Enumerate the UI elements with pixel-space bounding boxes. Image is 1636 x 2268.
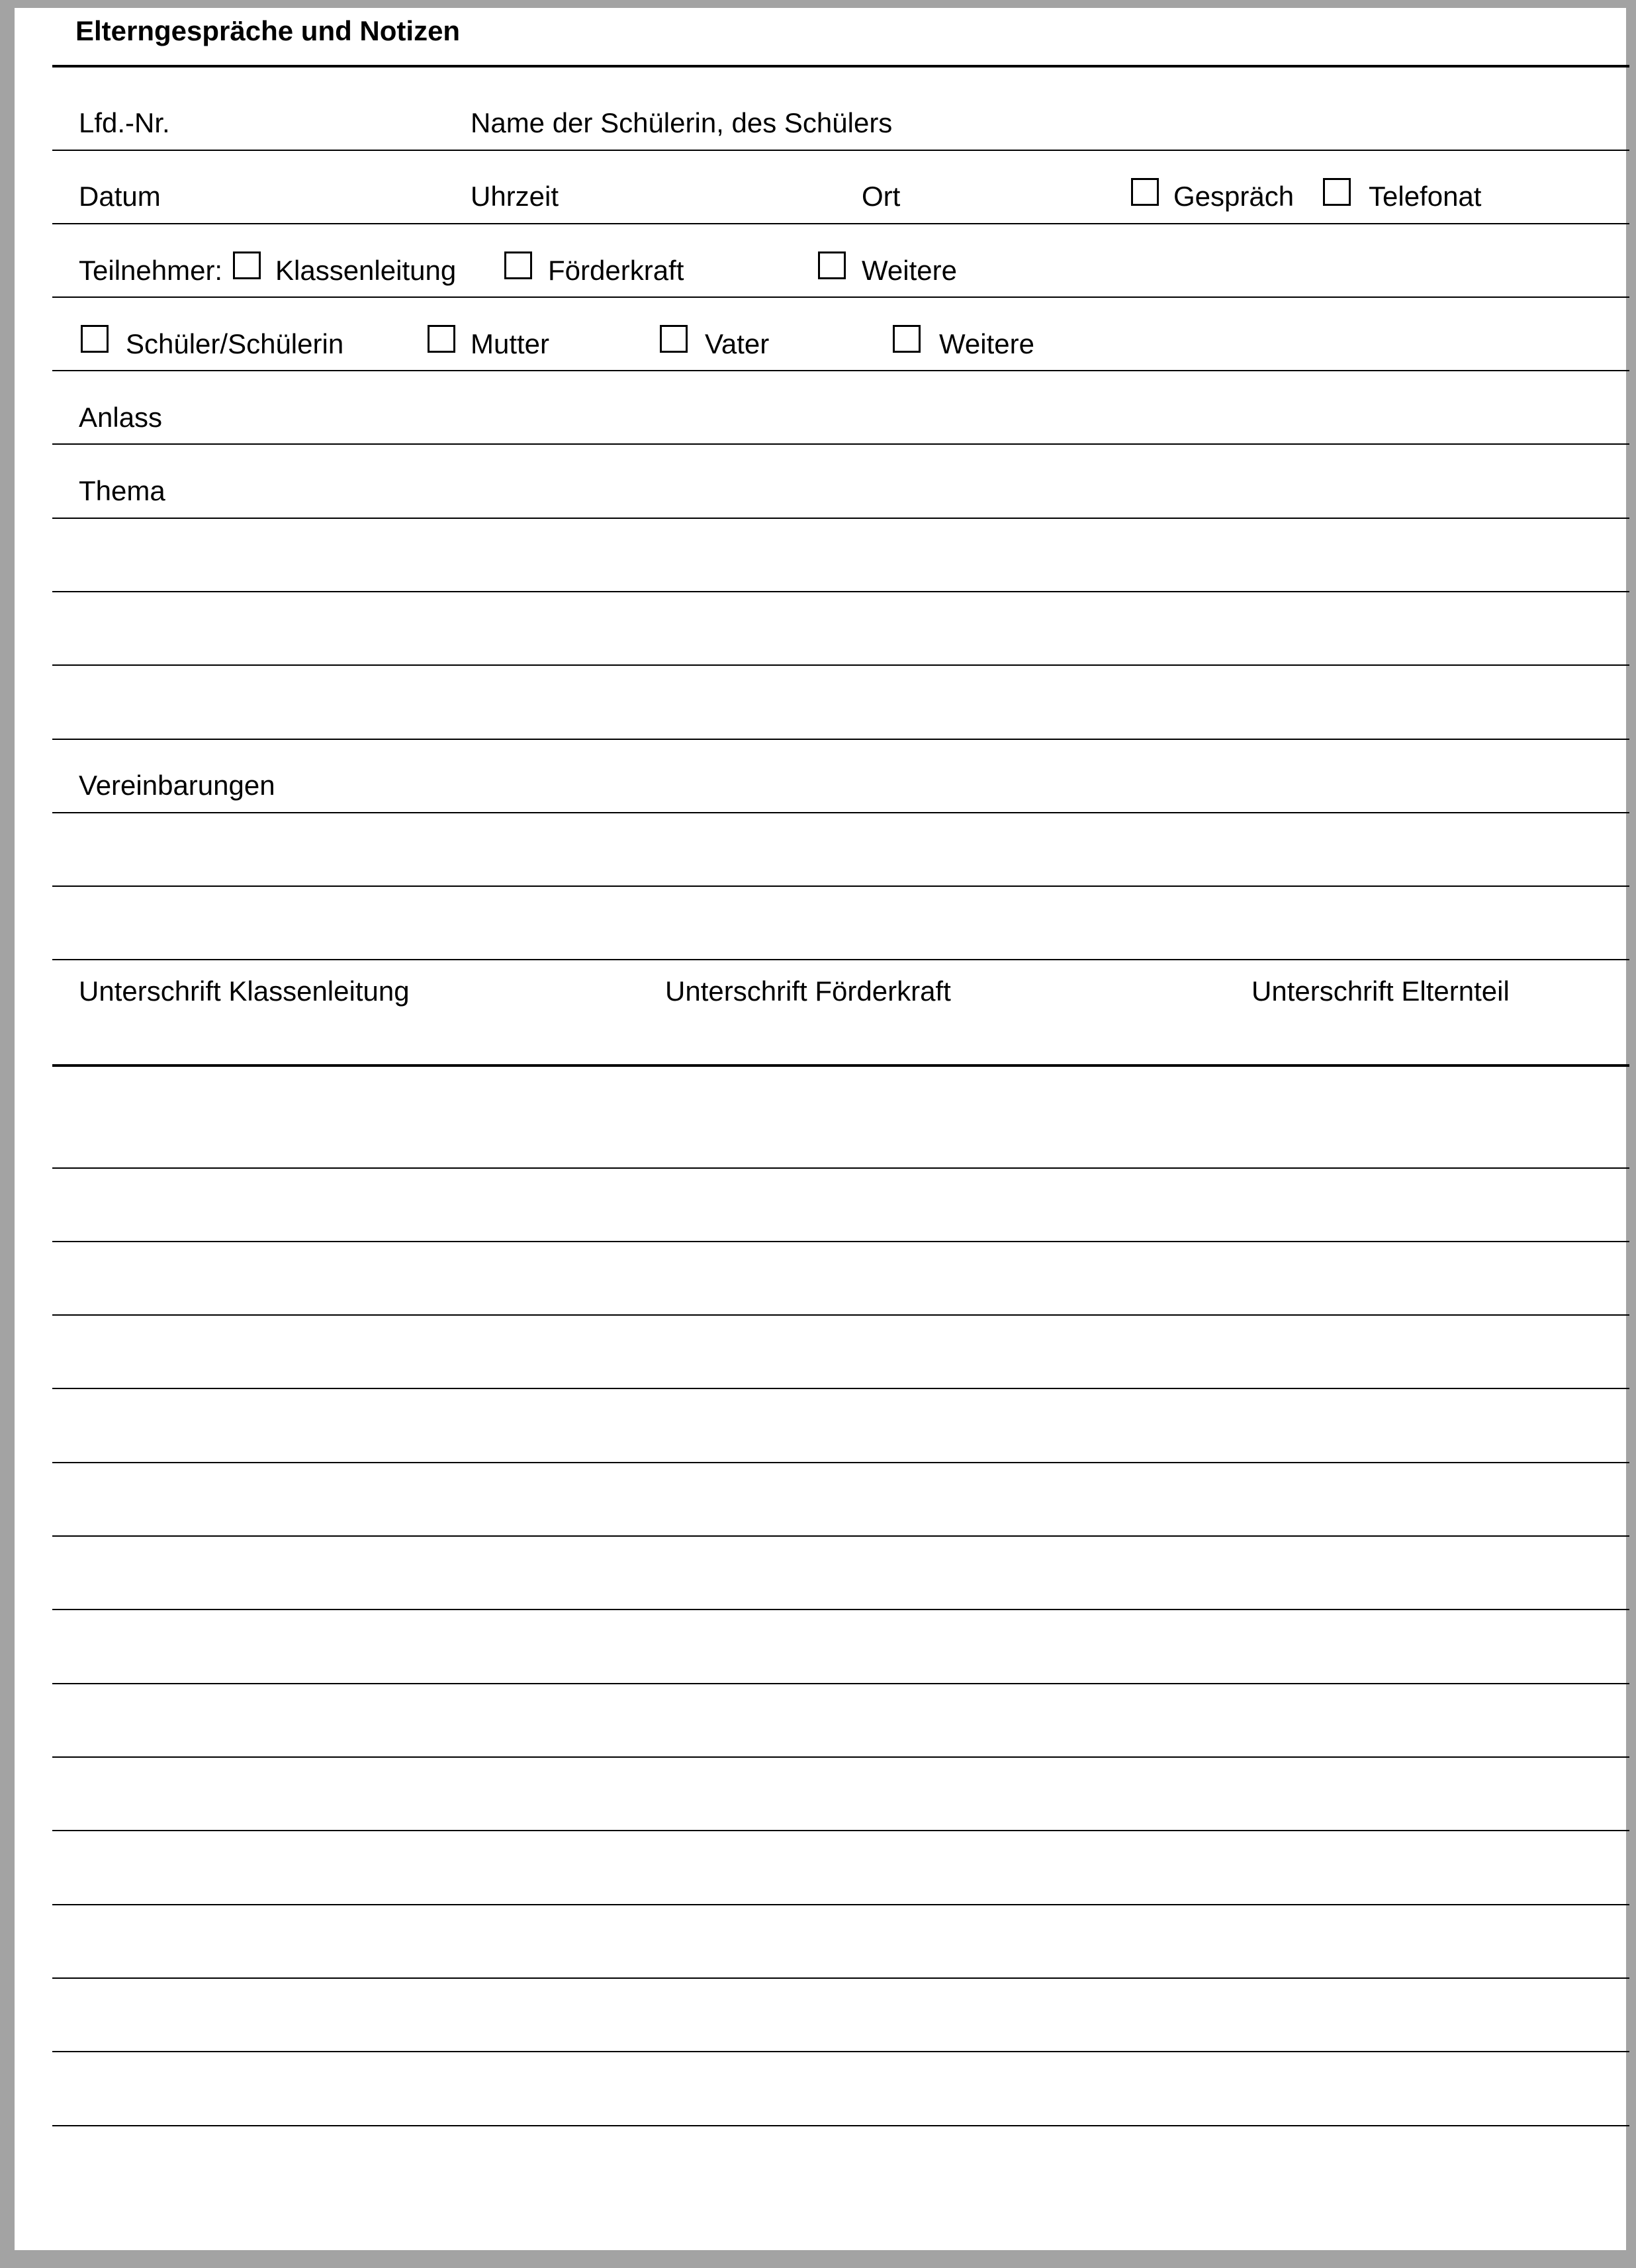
foerderkraft-label: Förderkraft — [548, 255, 684, 286]
thema-line[interactable] — [52, 664, 1629, 666]
date-time-place-field[interactable] — [52, 223, 1629, 224]
notes-line[interactable] — [52, 1756, 1629, 1758]
notes-line[interactable] — [52, 1977, 1629, 1979]
weitere-label-2: Weitere — [939, 328, 1034, 359]
mutter-label: Mutter — [471, 328, 550, 359]
notes-line[interactable] — [52, 1904, 1629, 1905]
notes-line[interactable] — [52, 1683, 1629, 1684]
notes-line[interactable] — [52, 1241, 1629, 1242]
notes-line[interactable] — [52, 1609, 1629, 1610]
row-rule — [52, 296, 1629, 298]
anlass-field[interactable] — [52, 443, 1629, 445]
notes-line[interactable] — [52, 1462, 1629, 1463]
gespraech-label: Gespräch — [1173, 181, 1295, 212]
row-rule — [52, 370, 1629, 371]
uhrzeit-label: Uhrzeit — [471, 181, 559, 212]
thema-field[interactable] — [52, 518, 1629, 519]
weitere-checkbox-1[interactable] — [818, 251, 846, 279]
notes-line[interactable] — [52, 1167, 1629, 1169]
telefonat-checkbox[interactable] — [1323, 178, 1351, 206]
student-name-field[interactable] — [52, 150, 1629, 151]
thema-line[interactable] — [52, 591, 1629, 592]
teilnehmer-label: Teilnehmer: — [79, 255, 223, 286]
notes-line[interactable] — [52, 2125, 1629, 2126]
gespraech-checkbox[interactable] — [1131, 178, 1159, 206]
notes-line[interactable] — [52, 1535, 1629, 1537]
vereinbarungen-label: Vereinbarungen — [79, 770, 275, 801]
title-rule — [52, 65, 1629, 68]
datum-label: Datum — [79, 181, 161, 212]
klassenleitung-label: Klassenleitung — [275, 255, 457, 286]
telefonat-label: Telefonat — [1369, 181, 1482, 212]
lfd-nr-label: Lfd.-Nr. — [79, 107, 170, 138]
student-name-label: Name der Schülerin, des Schülers — [471, 107, 893, 138]
foerderkraft-checkbox[interactable] — [504, 251, 532, 279]
weitere-label-1: Weitere — [862, 255, 957, 286]
notes-line[interactable] — [52, 2051, 1629, 2052]
signature-elternteil-label: Unterschrift Elternteil — [1251, 975, 1510, 1007]
vereinbarungen-field[interactable] — [52, 812, 1629, 813]
klassenleitung-checkbox[interactable] — [233, 251, 261, 279]
schueler-label: Schüler/Schülerin — [126, 328, 344, 359]
weitere-checkbox-2[interactable] — [893, 325, 921, 353]
notes-line[interactable] — [52, 1314, 1629, 1316]
thema-line[interactable] — [52, 739, 1629, 740]
notes-line[interactable] — [52, 1388, 1629, 1389]
signature-klassenleitung-label: Unterschrift Klassenleitung — [79, 975, 410, 1007]
vater-label: Vater — [705, 328, 770, 359]
mutter-checkbox[interactable] — [428, 325, 455, 353]
ort-label: Ort — [862, 181, 901, 212]
notes-line[interactable] — [52, 1830, 1629, 1831]
vater-checkbox[interactable] — [660, 325, 688, 353]
signature-foerderkraft-label: Unterschrift Förderkraft — [665, 975, 951, 1007]
vereinbarungen-line[interactable] — [52, 959, 1629, 960]
vereinbarungen-line[interactable] — [52, 885, 1629, 887]
schueler-checkbox[interactable] — [81, 325, 109, 353]
thema-label: Thema — [79, 475, 165, 506]
signature-line[interactable] — [52, 1064, 1629, 1067]
anlass-label: Anlass — [79, 402, 163, 433]
form-page — [15, 8, 1626, 2250]
form-title: Elterngespräche und Notizen — [75, 15, 461, 46]
